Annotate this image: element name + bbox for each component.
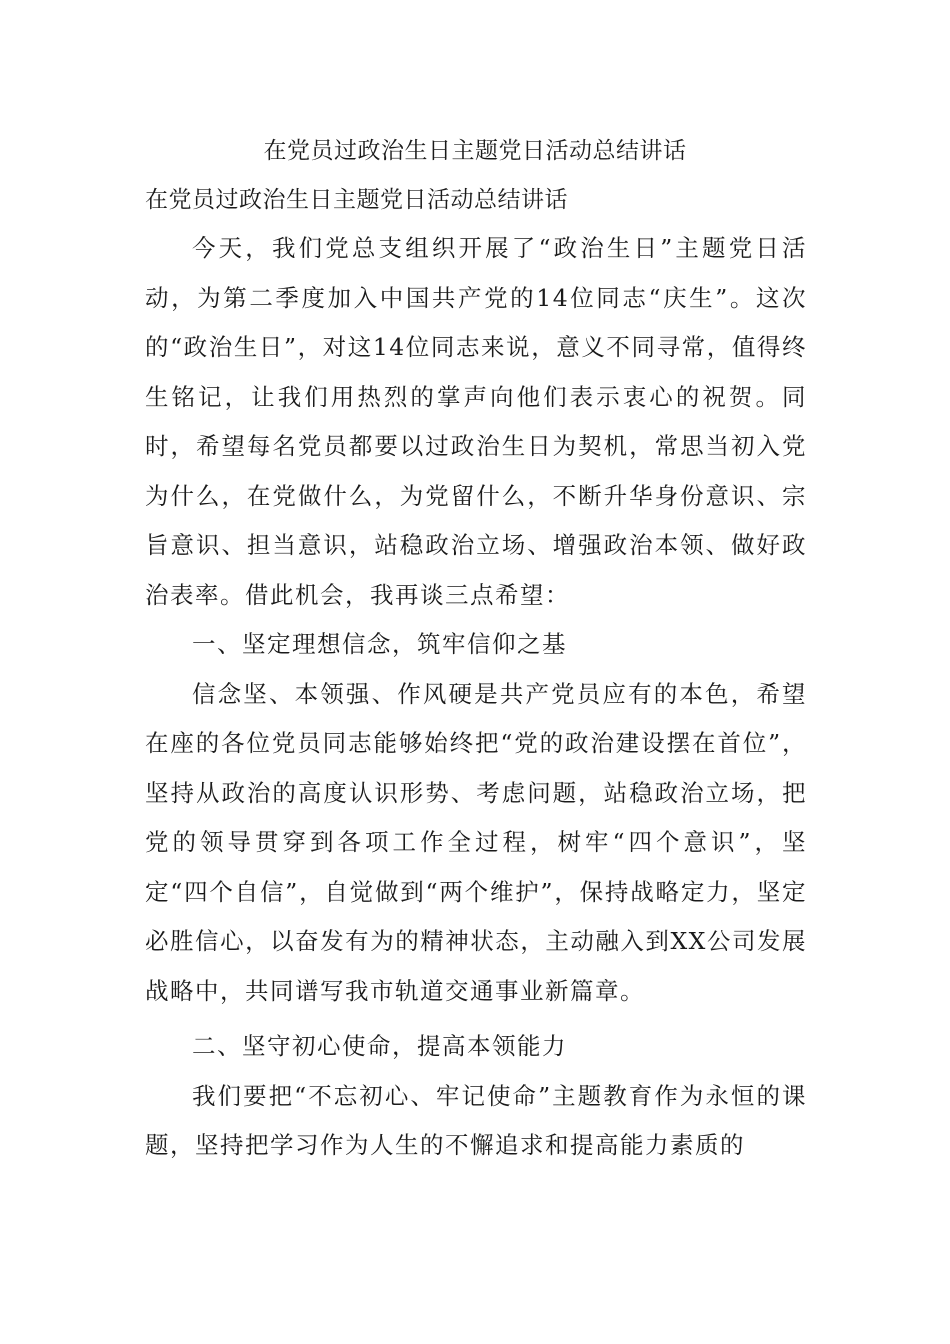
document-title: 在党员过政治生日主题党日活动总结讲话 — [263, 138, 687, 164]
document-subtitle: 在党员过政治生日主题党日活动总结讲话 — [145, 187, 568, 213]
section-heading-1: 一、坚定理想信念，筑牢信仰之基 — [192, 630, 567, 658]
paragraph-intro: 今天，我们党总支组织开展了“政治生日”主题党日活动，为第二季度加入中国共产党的14位同志“庆生”。这次的“政治生日”，对这14位同志来说，意义不同寻常，值得终生铭记，让我们用热烈的掌声向他们表示衷心的祝贺。同时，希望每名党员都要以过政治生日为契机，常思当初入党为什么，在党做什么，为党留什么，不断升华身份意识、宗旨意识、担当意识，站稳政治立场、增强政治本领、做好政治表率。借此机会，我再谈三点希望： — [145, 234, 807, 609]
section-heading-2: 二、坚守初心使命，提高本领能力 — [192, 1032, 567, 1060]
paragraph-section-2: 我们要把“不忘初心、牢记使命”主题教育作为永恒的课题，坚持把学习作为人生的不懈追求和提高能力素质的 — [145, 1081, 807, 1159]
document-body — [145, 180, 807, 1171]
paragraph-section-1: 信念坚、本领强、作风硬是共产党员应有的本色，希望在座的各位党员同志能够始终把“党的政治建设摆在首位”，坚持从政治的高度认识形势、考虑问题，站稳政治立场，把党的领导贯穿到各项工作全过程，树牢“四个意识”，坚定“四个自信”，自觉做到“两个维护”，保持战略定力，坚定必胜信心，以奋发有为的精神状态，主动融入到XX公司发展战略中，共同谱写我市轨道交通事业新篇章。 — [145, 679, 807, 1005]
